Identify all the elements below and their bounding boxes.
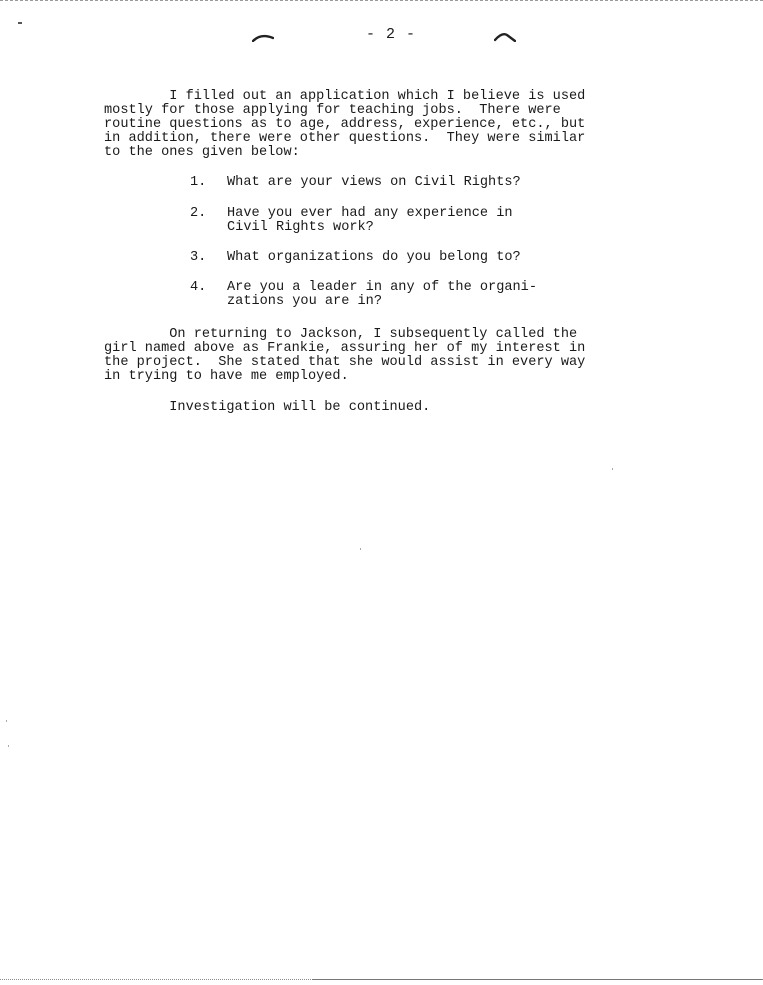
scan-speck [612,468,613,470]
scan-speck [360,548,361,550]
question-number: 3. [190,250,207,265]
question-text: What are your views on Civil Rights? [227,175,521,190]
question-text: Have you ever had any experience in Civil Rights work? [227,206,513,235]
question-item [190,206,513,249]
page-bottom-rule [312,979,762,980]
paragraph-investigation: Investigation will be continued. [104,400,431,415]
page-top-edge [0,0,763,1]
question-number: 2. [190,206,207,221]
scan-speck [18,22,22,24]
scan-speck [6,720,7,722]
question-number: 4. [190,280,207,295]
question-text: What organizations do you belong to? [227,250,521,265]
paragraph-application: I filled out an application which I believe is used mostly for those applying for teaching jobs. There were routine questions as to age, address, experience, etc., but in addition, there were other questions. They were similar to the ones given below: [104,89,586,160]
page-number: - 2 - [366,26,417,43]
question-item [190,280,537,323]
question-number: 1. [190,175,207,190]
question-text: Are you a leader in any of the organi- zations you are in? [227,280,537,309]
punch-mark-left [252,32,274,42]
paragraph-return-jackson: On returning to Jackson, I subsequently called the girl named above as Frankie, assuring her of my interest in the project. She stated that she would assist in every way in trying to have me employed. [104,327,586,384]
scan-speck [8,745,9,747]
punch-mark-right [494,32,516,42]
